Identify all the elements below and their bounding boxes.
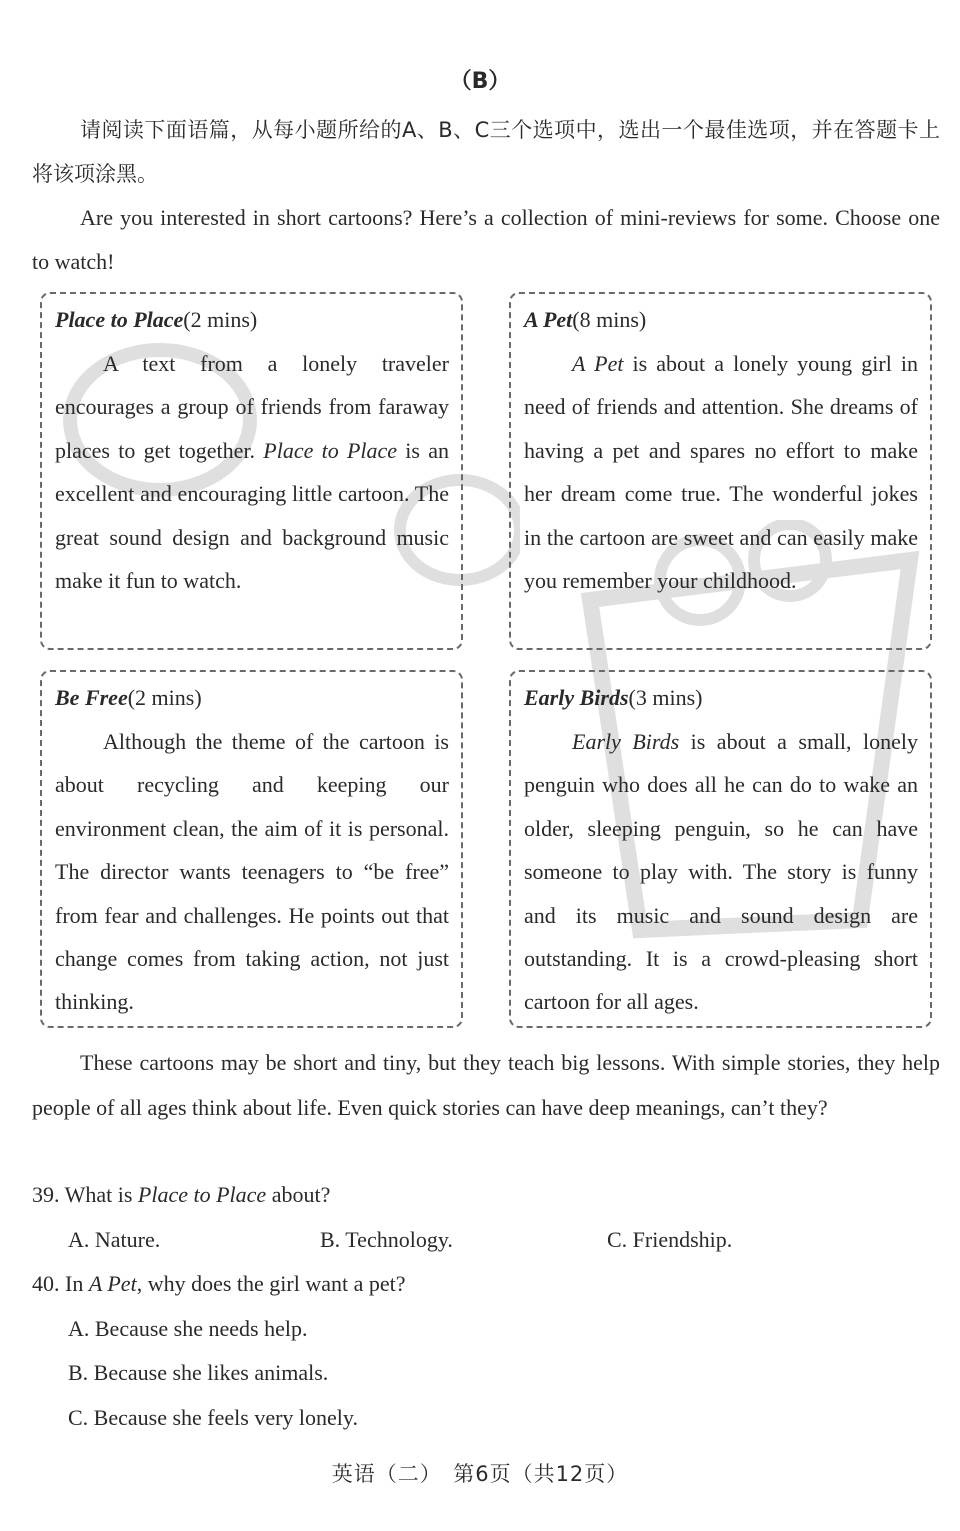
card-body: A text from a lonely traveler encourages a group of friends from faraway places to get together. Place to Place is an excellent and encouraging little cartoon. The great sound design and background music make it fun to watch. xyxy=(55,351,449,594)
review-card-early-birds xyxy=(509,670,932,1028)
card-duration: (3 mins) xyxy=(628,685,703,710)
card-title-name: A Pet xyxy=(524,307,573,332)
q39-option-b[interactable]: B. Technology. xyxy=(320,1227,453,1252)
q40-option-a[interactable]: A. Because she needs help. xyxy=(68,1316,308,1341)
card-body: Early Birds is about a small, lonely penguin who does all he can do to wake an older, sleeping penguin, so he can have someone to play with. The story is funny and its music and sound design are outstanding. It is a crowd-pleasing short cartoon for all ages. xyxy=(524,729,919,1015)
card-body: Although the theme of the cartoon is about recycling and keeping our environment clean, the aim of it is personal. The director wants teenagers to “be free” from fear and challenges. He points out that change comes from taking action, not just thinking. xyxy=(55,729,449,1015)
q39-option-c[interactable]: C. Friendship. xyxy=(607,1227,733,1252)
card-title-name: Be Free xyxy=(55,685,128,710)
card-title xyxy=(55,300,449,342)
review-card-a-pet xyxy=(509,292,932,650)
card-title xyxy=(524,678,918,720)
card-body: A Pet is about a lonely young girl in need of friends and attention. She dreams of having a pet and spares no effort to make her dream come true. The wonderful jokes in the cartoon are sweet and can easily make you remember your childhood. xyxy=(524,351,919,594)
review-card-place-to-place xyxy=(40,292,463,650)
question-40: 40. In A Pet, why does the girl want a pet? xyxy=(32,1271,406,1296)
q40-option-b[interactable]: B. Because she likes animals. xyxy=(68,1360,329,1385)
page-footer: 英语（二） 第6页（共12页） xyxy=(331,1462,629,1486)
card-duration: (2 mins) xyxy=(183,307,258,332)
question-39: 39. What is Place to Place about? xyxy=(32,1182,331,1207)
section-title: （B） xyxy=(449,69,511,94)
review-card-be-free xyxy=(40,670,463,1028)
card-title-name: Place to Place xyxy=(55,307,184,332)
intro-paragraph: Are you interested in short cartoons? Here’s a collection of mini-reviews for some. Choose one to watch! xyxy=(32,205,940,274)
card-title xyxy=(524,300,918,342)
outro-paragraph: These cartoons may be short and tiny, but they teach big lessons. With simple stories, they help people of all ages think about life. Even quick stories can have deep meanings, can’t they? xyxy=(32,1050,940,1120)
card-title-name: Early Birds xyxy=(524,685,629,710)
q39-option-a[interactable]: A. Nature. xyxy=(68,1227,161,1252)
card-duration: (8 mins) xyxy=(572,307,647,332)
card-title xyxy=(55,678,449,720)
instructions: 请阅读下面语篇，从每小题所给的A、B、C三个选项中，选出一个最佳选项，并在答题卡上将该项涂黑。 xyxy=(32,118,940,186)
q40-option-c[interactable]: C. Because she feels very lonely. xyxy=(68,1405,358,1430)
card-duration: (2 mins) xyxy=(127,685,202,710)
